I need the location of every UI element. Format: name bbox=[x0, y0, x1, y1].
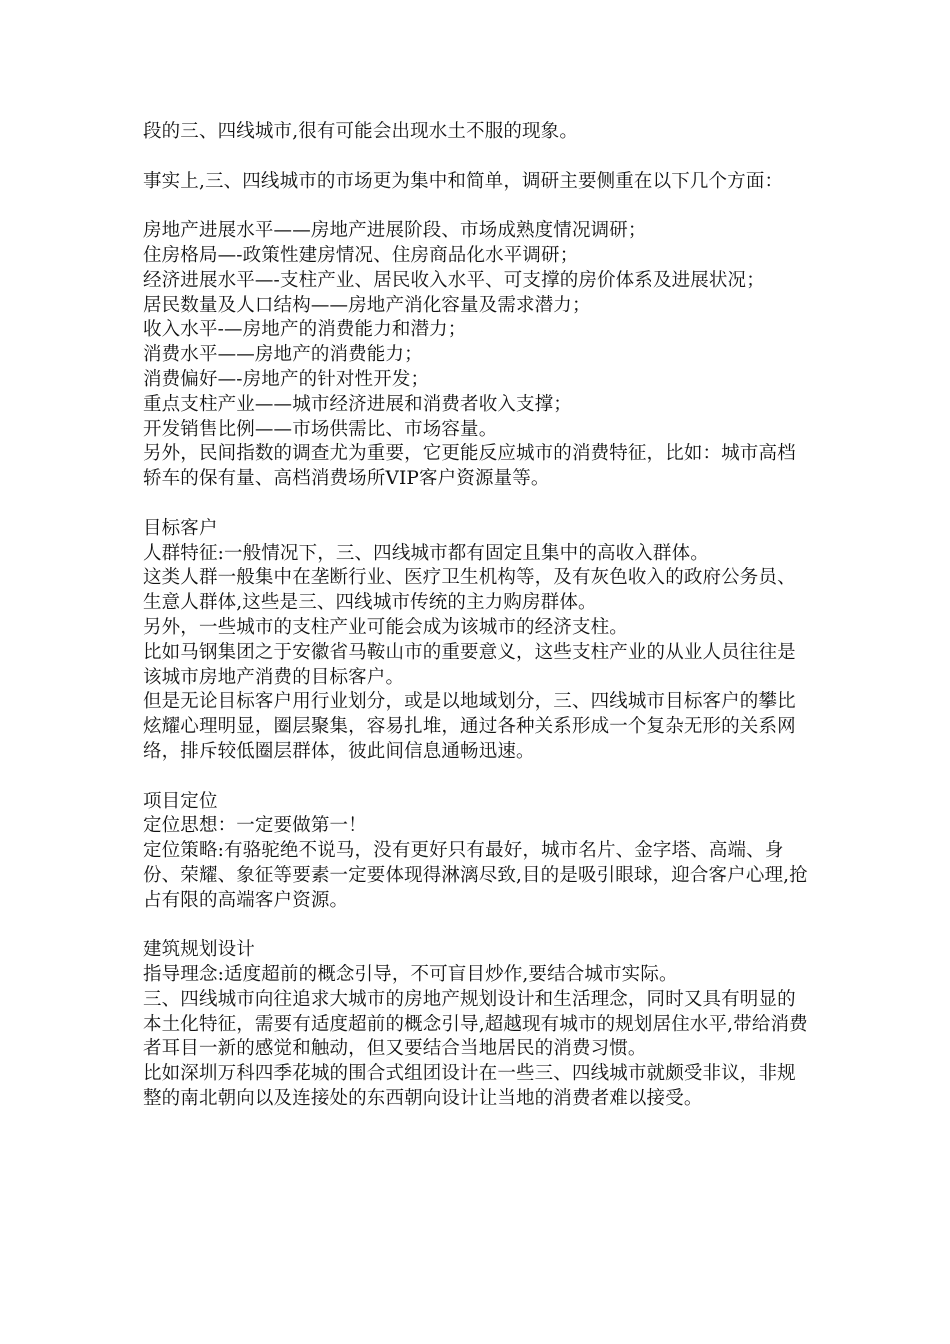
architecture-planning-paragraph: 指导理念:适度超前的概念引导，不可盲目炒作,要结合城市实际。 bbox=[143, 964, 678, 986]
survey-item: 开发销售比例——市场供需比、市场容量。 bbox=[143, 418, 498, 440]
paragraph-gap bbox=[143, 914, 810, 939]
survey-item: 另外，民间指数的调查尤为重要，它更能反应城市的消费特征，比如：城市高档轿车的保有量、高档消费场所VIP客户资源量等。 bbox=[143, 443, 796, 490]
survey-item: 房地产进展水平——房地产进展阶段、市场成熟度情况调研； bbox=[143, 220, 647, 242]
survey-item: 居民数量及人口结构——房地产消化容量及需求潜力； bbox=[143, 294, 591, 316]
paragraph-gap bbox=[143, 765, 810, 790]
survey-item: 消费偏好—-房地产的针对性开发； bbox=[143, 368, 430, 390]
architecture-planning-paragraph: 比如深圳万科四季花城的围合式组团设计在一些三、四线城市就颇受非议，非规整的南北朝向以及连接处的东西朝向设计让当地的消费者难以接受。 bbox=[143, 1063, 796, 1110]
paragraph-gap bbox=[143, 194, 810, 219]
intro-line-2: 事实上,三、四线城市的市场更为集中和简单，调研主要侧重在以下几个方面： bbox=[143, 170, 784, 192]
target-customers-paragraph: 这类人群一般集中在垄断行业、医疗卫生机构等，及有灰色收入的政府公务员、生意人群体,这些是三、四线城市传统的主力购房群体。 bbox=[143, 567, 796, 614]
survey-item: 经济进展水平—-支柱产业、居民收入水平、可支撑的房价体系及进展状况； bbox=[143, 269, 765, 291]
architecture-planning-paragraph: 三、四线城市向往追求大城市的房地产规划设计和生活理念，同时又具有明显的本土化特征，需要有适度超前的概念引导,超越现有城市的规划居住水平,带给消费者耳目一新的感觉和触动，但又要结合当地居民的消费习惯。 bbox=[143, 988, 808, 1060]
target-customers-paragraph: 但是无论目标客户用行业划分，或是以地域划分，三、四线城市目标客户的攀比炫耀心理明显，圈层聚集，容易扎堆，通过各种关系形成一个复杂无形的关系网络，排斥较低圈层群体，彼此间信息通畅迅速。 bbox=[143, 691, 796, 762]
target-customers-paragraph: 人群特征:一般情况下，三、四线城市都有固定且集中的高收入群体。 bbox=[143, 542, 709, 564]
target-customers-paragraph: 另外，一些城市的支柱产业可能会成为该城市的经济支柱。 bbox=[143, 616, 628, 638]
survey-item: 重点支柱产业——城市经济进展和消费者收入支撑； bbox=[143, 393, 572, 415]
paragraph-gap bbox=[143, 492, 810, 517]
target-customers-paragraph: 比如马钢集团之于安徽省马鞍山市的重要意义，这些支柱产业的从业人员往往是该城市房地产消费的目标客户。 bbox=[143, 641, 796, 688]
project-positioning-paragraph: 定位思想：一定要做第一！ bbox=[143, 815, 367, 837]
section-heading-target-customers: 目标客户 bbox=[143, 517, 218, 539]
intro-line-1: 段的三、四线城市,很有可能会出现水土不服的现象。 bbox=[143, 121, 578, 142]
paragraph-gap bbox=[143, 145, 810, 170]
survey-item: 收入水平-—房地产的消费能力和潜力； bbox=[143, 319, 467, 341]
survey-item: 消费水平——房地产的消费能力； bbox=[143, 344, 423, 366]
survey-item: 住房格局—-政策性建房情况、住房商品化水平调研； bbox=[143, 244, 579, 266]
section-heading-architecture-planning: 建筑规划设计 bbox=[143, 939, 255, 961]
project-positioning-paragraph: 定位策略:有骆驼绝不说马，没有更好只有最好，城市名片、金字塔、高端、身份、荣耀、象征等要素一定要体现得淋漓尽致,目的是吸引眼球，迎合客户心理,抢占有限的高端客户资源。 bbox=[143, 840, 808, 911]
section-heading-project-positioning: 项目定位 bbox=[143, 790, 218, 812]
document-body bbox=[143, 120, 810, 1112]
